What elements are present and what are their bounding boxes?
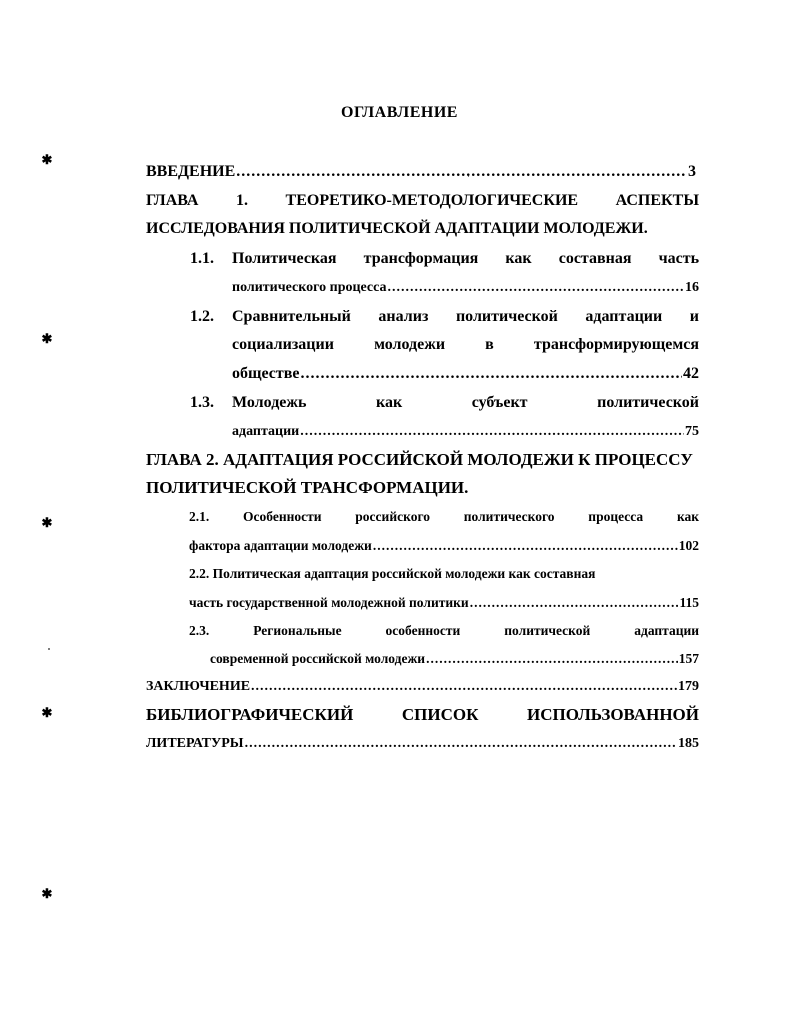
word: процесса [588, 509, 644, 524]
toc-section-1-2-line-1[interactable] [232, 307, 699, 329]
toc-section-1-1-line-2[interactable] [232, 278, 699, 300]
toc-page-number: 102 [678, 538, 699, 553]
scan-speck [468, 176, 469, 177]
toc-entry-label: адаптации [232, 424, 300, 439]
word: трансформирующемся [533, 336, 699, 353]
word: российского [355, 509, 430, 524]
toc-entry-label: ЛИТЕРАТУРЫ [146, 736, 244, 751]
binding-mark-icon: ✱ [41, 515, 53, 530]
binding-mark-icon: ✱ [41, 152, 53, 167]
word: Молодежь [232, 394, 307, 411]
toc-page-number: 157 [678, 651, 699, 666]
toc-chapter-2-line-2[interactable]: ПОЛИТИЧЕСКОЙ ТРАНСФОРМАЦИИ. [146, 478, 469, 497]
toc-section-2-1-line-2[interactable] [189, 536, 699, 558]
word: субъект [471, 394, 528, 411]
toc-section-1-2-line-2[interactable] [232, 335, 699, 357]
word: адаптации [585, 308, 663, 325]
toc-page-number: 185 [678, 736, 699, 751]
toc-entry-label: ЗАКЛЮЧЕНИЕ [146, 679, 251, 694]
toc-entry-label: политического процесса [232, 280, 387, 295]
page-title: ОГЛАВЛЕНИЕ [341, 104, 458, 121]
toc-entry-conclusion[interactable] [146, 677, 699, 699]
word: анализ [378, 308, 429, 325]
dot-leader [300, 422, 684, 442]
toc-page-number: 75 [685, 424, 699, 439]
toc-section-1-1-line-1[interactable] [232, 249, 699, 271]
binding-mark-icon: ✱ [41, 886, 53, 901]
toc-section-1-3-line-2[interactable] [232, 422, 699, 444]
toc-chapter-1-line-2[interactable]: ИССЛЕДОВАНИЯ ПОЛИТИЧЕСКОЙ АДАПТАЦИИ МОЛОДЕЖИ. [146, 220, 648, 237]
word: как [505, 250, 532, 267]
toc-bibliography-line-2[interactable] [146, 734, 699, 756]
dot-leader [245, 734, 677, 754]
word: 2.1. [189, 509, 210, 524]
dot-leader [236, 162, 687, 182]
toc-page-number: 179 [678, 679, 699, 694]
word: СПИСОК [401, 705, 479, 724]
word: ГЛАВА [146, 192, 199, 209]
toc-section-1-3-line-1[interactable] [232, 393, 699, 415]
word: политической [504, 623, 591, 638]
word: 2.3. [189, 623, 210, 638]
dot-leader [301, 364, 682, 384]
toc-section-1-2-line-3[interactable] [232, 364, 699, 386]
toc-page-number: 16 [685, 280, 699, 295]
toc-entry-label: обществе [232, 365, 300, 382]
toc-page-number: 42 [683, 365, 699, 382]
word: Политическая [232, 250, 337, 267]
dot-leader [373, 536, 678, 556]
toc-chapter-1-line-1[interactable] [146, 191, 699, 213]
toc-bibliography-line-1[interactable] [146, 705, 699, 727]
word: политического [463, 509, 555, 524]
word: составная [558, 250, 632, 267]
word: Региональные [253, 623, 342, 638]
word: 1. [236, 192, 248, 209]
word: адаптации [634, 623, 700, 638]
word: как [376, 394, 403, 411]
toc-section-2-2-line-1[interactable]: 2.2. Политическая адаптация российской молодежи как составная [189, 566, 596, 581]
word: БИБЛИОГРАФИЧЕСКИЙ [146, 705, 354, 724]
word: особенности [385, 623, 461, 638]
word: часть [658, 250, 700, 267]
toc-chapter-2-line-1[interactable]: ГЛАВА 2. АДАПТАЦИЯ РОССИЙСКОЙ МОЛОДЕЖИ К ПРОЦЕССУ [146, 450, 693, 469]
word: в [485, 336, 494, 353]
word: Сравнительный [232, 308, 351, 325]
toc-section-2-2-line-2[interactable] [189, 593, 699, 615]
word: АСПЕКТЫ [615, 192, 700, 209]
word: молодежи [374, 336, 446, 353]
toc-entry-introduction[interactable] [146, 162, 696, 184]
toc-section-2-1-line-1[interactable] [189, 507, 699, 529]
toc-section-number: 1.3. [190, 394, 214, 411]
word: ИСПОЛЬЗОВАННОЙ [527, 705, 699, 724]
word: политической [597, 394, 700, 411]
word: Особенности [243, 509, 322, 524]
binding-mark-icon: ✱ [41, 331, 53, 346]
scan-speck [48, 648, 50, 650]
word: ТЕОРЕТИКО-МЕТОДОЛОГИЧЕСКИЕ [285, 192, 579, 209]
dot-leader [470, 593, 679, 613]
toc-section-number: 1.1. [190, 250, 214, 267]
toc-page-number: 115 [679, 595, 699, 610]
word: как [676, 509, 700, 524]
word: трансформация [363, 250, 479, 267]
toc-entry-label: часть государственной молодежной политики [189, 595, 469, 610]
toc-section-2-3-line-1[interactable] [189, 621, 699, 643]
dot-leader [426, 649, 678, 669]
toc-page-number: 3 [688, 163, 696, 180]
word: социализации [232, 336, 334, 353]
toc-entry-label: фактора адаптации молодежи [189, 538, 372, 553]
toc-section-2-3-line-2[interactable] [210, 649, 699, 671]
toc-section-number: 1.2. [190, 308, 214, 325]
word: и [689, 308, 699, 325]
toc-entry-label: ВВЕДЕНИЕ [146, 163, 236, 180]
toc-entry-label: современной российской молодежи [210, 651, 426, 666]
dot-leader [388, 278, 684, 298]
word: политической [455, 308, 558, 325]
binding-mark-icon: ✱ [41, 705, 53, 720]
dot-leader [251, 677, 677, 697]
